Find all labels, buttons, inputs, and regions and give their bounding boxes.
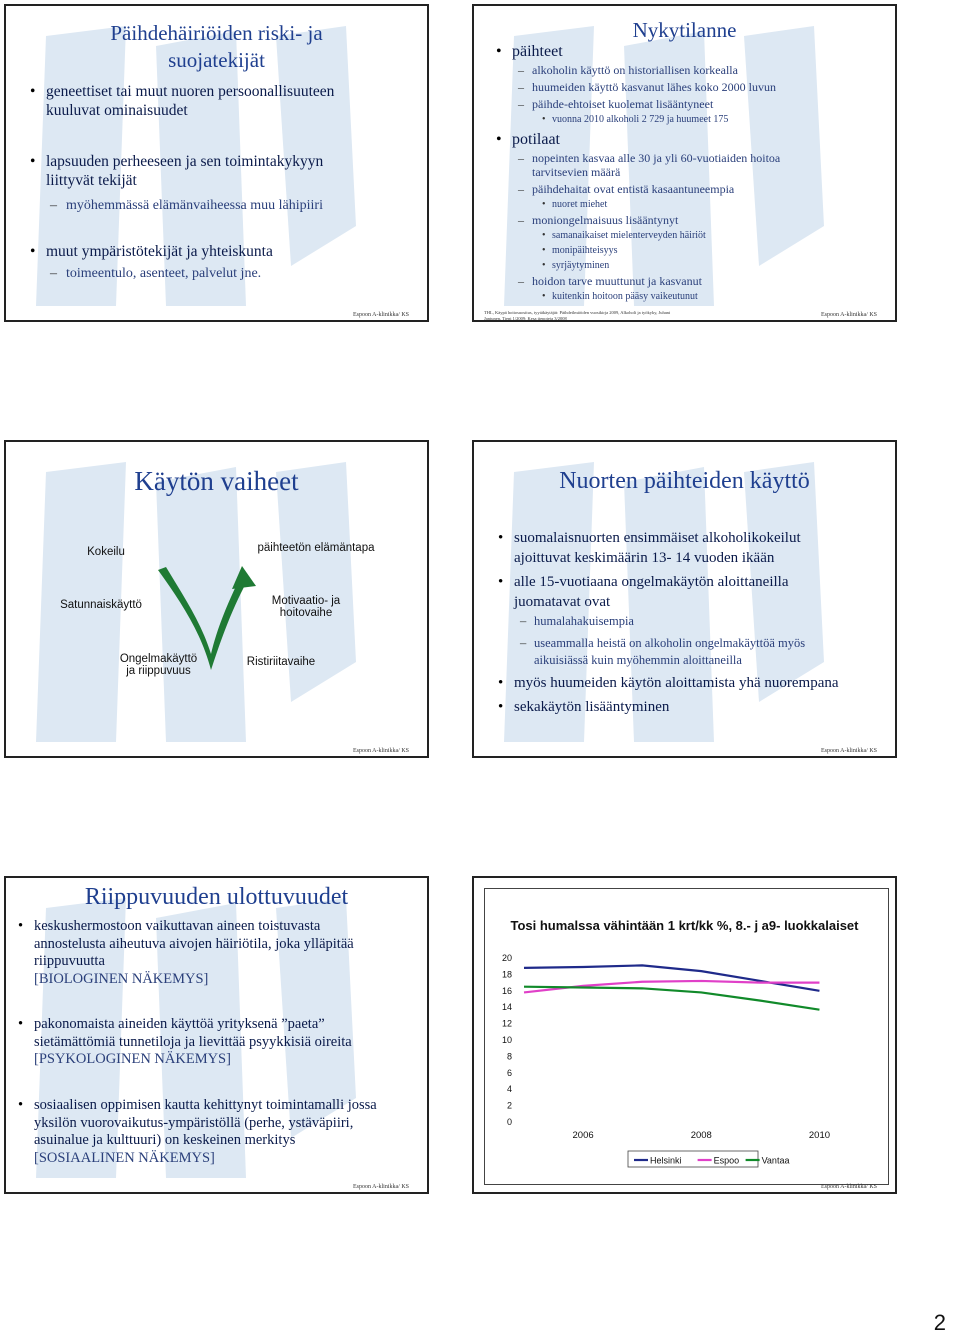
bullet: • geneettiset tai muut nuoren persoonallisuuteen kuuluvat ominaisuudet: [46, 82, 334, 120]
section-heading: • potilaat: [512, 130, 560, 149]
x-tick-label: 2006: [572, 1130, 594, 1141]
sub-sub-bullet: • syrjäytyminen: [552, 260, 609, 272]
series-line-vantaa: [524, 987, 819, 1010]
bullet: • sekakäytön lisääntyminen: [514, 698, 669, 717]
page-number: 2: [933, 1310, 946, 1335]
slide-current-situation: [472, 4, 897, 322]
slide-title: Nuorten päihteiden käyttö: [559, 468, 810, 494]
slide-footer: Espoon A-klinikka/ KS: [820, 748, 877, 754]
slide-title: Nykytilanne: [632, 18, 737, 42]
sub-sub-bullet: • kuitenkin hoitoon pääsy vaikeutunut: [552, 291, 698, 303]
bullet: • myös huumeiden käytön aloittamista yhä nuorempana: [514, 674, 839, 693]
bullet: • sosiaalisen oppimisen kautta kehittynyt toimintamalli jossa yksilön vuorovaikutus-ympäristöllä (perhe, ystäväpiiri, asuinalue ja kulttuuri) on keskeinen merkitys [SOSIAALINEN NÄKEMYS]: [34, 1097, 377, 1167]
title-line: suojatekijät: [168, 48, 265, 72]
legend-label: Vantaa: [761, 1155, 790, 1166]
slide-title: Käytön vaiheet: [134, 466, 299, 496]
y-tick-label: 2: [506, 1100, 512, 1111]
x-tick-label: 2008: [690, 1130, 712, 1141]
legend-label: Espoo: [713, 1155, 740, 1166]
phase-label: Ristiriitavaihe: [246, 656, 316, 668]
phase-label: Ongelmakäyttö ja riippuvuus: [119, 653, 198, 677]
sub-bullet: – humalahakuisempia: [534, 614, 634, 628]
legend-label: Helsinki: [650, 1155, 682, 1166]
cycle-arrow-icon: [6, 442, 429, 758]
y-tick-label: 0: [506, 1117, 512, 1127]
y-tick-label: 16: [501, 985, 512, 996]
sub-sub-bullet: • samanaikaiset mielenterveyden häiriöt: [552, 230, 706, 242]
slide-footer: Espoon A-klinikka/ KS: [352, 1184, 409, 1190]
slide-chart: [472, 876, 897, 1194]
y-tick-label: 20: [501, 953, 512, 963]
phase-label: Kokeilu: [87, 546, 125, 558]
slide-footer: Espoon A-klinikka/ KS: [820, 312, 877, 318]
slide-dependency-dimensions: [4, 876, 429, 1194]
y-tick-label: 12: [501, 1018, 512, 1029]
line-chart: [474, 878, 897, 1194]
bullet: • pakonomaista aineiden käyttöä yrityksenä ”paeta” sietämättömiä tunnetiloja ja lievittää psyykkisiä oireita [PSYKOLOGINEN NÄKEMYS]: [34, 1016, 352, 1069]
y-tick-label: 10: [501, 1035, 512, 1045]
slide-usage-phases: [4, 440, 429, 758]
sub-bullet: – hoidon tarve muuttunut ja kasvanut: [532, 274, 702, 288]
sub-bullet: – nopeinten kasvaa alle 30 ja yli 60-vuotiaiden hoitoa tarvitsevien määrä: [532, 151, 780, 179]
bullet: • alle 15-vuotiaana ongelmakäytön aloittaneilla juomatavat ovat: [514, 572, 788, 612]
title-line: Päihdehäiriöiden riski- ja: [110, 21, 323, 45]
sub-sub-bullet: • monipäihteisyys: [552, 245, 618, 257]
sub-sub-bullet: • vuonna 2010 alkoholi 2 729 ja huumeet 175: [552, 114, 728, 126]
y-tick-label: 4: [506, 1084, 512, 1095]
y-tick-label: 18: [501, 969, 512, 980]
sub-sub-bullet: • nuoret miehet: [552, 199, 607, 211]
chart-title: Tosi humalssa vähintään 1 krt/kk %, 8.- j a9- luokkalaiset: [510, 918, 859, 933]
sub-bullet: – huumeiden käyttö kasvanut lähes koko 2000 luvun: [532, 80, 776, 94]
slide-title: [6, 20, 427, 74]
phase-label: päihteetön elämäntapa: [257, 542, 375, 554]
sub-bullet: – useammalla heistä on alkoholin ongelmakäyttöä myös aikuisiässä kuin myöhemmin aloittaneilla: [534, 635, 805, 669]
y-tick-label: 8: [506, 1051, 512, 1062]
source-note: THL, Käypä hoitosuositus, tyytäkäytäjät: Päihdeilmiöiden vuosikirja 2009, Alkoholi ja työkyky, Juhani Jantunen, Tieni 1/2009: Kesa tiepoteja 3/2008: [484, 310, 671, 321]
slide-title: Riippuvuuden ulottuvuudet: [84, 884, 349, 910]
sub-bullet: – päihde-ehtoiset kuolemat lisääntyneet: [532, 97, 713, 111]
x-tick-label: 2010: [808, 1130, 831, 1141]
y-tick-label: 14: [501, 1002, 512, 1013]
slide-youth-substance-use: [472, 440, 897, 758]
sub-bullet: – myöhemmässä elämänvaiheessa muu lähipiiri: [66, 197, 323, 214]
slide-footer: Espoon A-klinikka/ KS: [352, 312, 409, 318]
slide-footer: Espoon A-klinikka/ KS: [352, 748, 409, 754]
sub-bullet: – toimeentulo, asenteet, palvelut jne.: [66, 265, 261, 282]
sub-bullet: – moniongelmaisuus lisääntynyt: [532, 213, 678, 227]
bullet: • muut ympäristötekijät ja yhteiskunta: [46, 242, 273, 261]
section-heading: • päihteet: [512, 42, 563, 61]
bullet: • keskushermostoon vaikuttavan aineen toistuvasta annostelusta aiheutuva aivojen häiriötila, joka ylläpitää riippuvuutta [BIOLOGINEN NÄKEMYS]: [34, 918, 354, 988]
slide-risk-factors: [4, 4, 429, 322]
phase-label: Motivaatio- ja hoitovaihe: [271, 595, 341, 619]
phase-label: Satunnaiskäyttö: [60, 599, 142, 611]
slide-footer: Espoon A-klinikka/ KS: [820, 1184, 877, 1190]
bullet: • suomalaisnuorten ensimmäiset alkoholikokeilut ajoittuvat keskimäärin 13- 14 vuoden ikään: [514, 528, 801, 568]
bullet: • lapsuuden perheeseen ja sen toimintakykyyn liittyvät tekijät: [46, 152, 323, 190]
y-tick-label: 6: [506, 1067, 512, 1078]
sub-bullet: – alkoholin käyttö on historiallisen korkealla: [532, 63, 738, 77]
sub-bullet: – päihdehaitat ovat entistä kasaantuneempia: [532, 182, 734, 196]
